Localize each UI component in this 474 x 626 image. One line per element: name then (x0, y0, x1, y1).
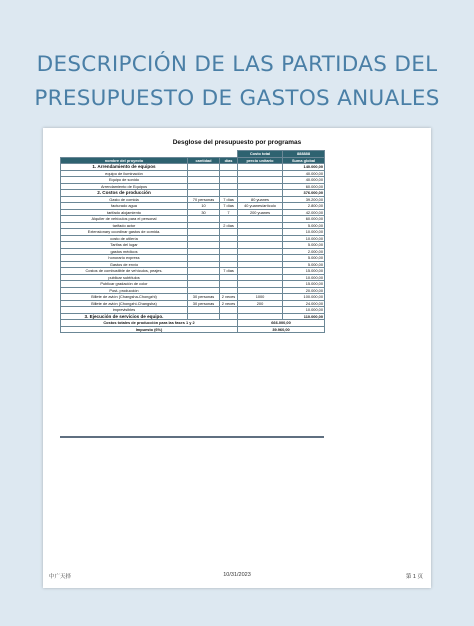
cell-unit-price: 200 yuanes (238, 209, 283, 216)
cell-total: 60.000,00 (283, 183, 325, 190)
cell-unit-price: 200 (238, 300, 283, 307)
divider-line (60, 436, 324, 438)
footer-date: 10/31/2023 (223, 572, 251, 578)
cell-project-name: Billete de avión (Chongzhi-Changsha) (61, 300, 188, 307)
hero-title (0, 48, 474, 116)
cell-total: 100.000,00 (283, 294, 325, 301)
hero-title-line-1: DESCRIPCIÓN DE LAS PARTIDAS DEL (36, 52, 438, 77)
cell-project-name: Gasto de comida (61, 196, 188, 203)
cell-project-name: Extensionary coordinar gastos de comida. (61, 229, 188, 236)
cell-project-name: publicar subtítulos (61, 274, 188, 281)
cell-total: 5.000,00 (283, 261, 325, 268)
column-header-name: nombre del proyecto (61, 157, 188, 164)
cell-total: 40.000,00 (283, 170, 325, 177)
cell-total: 15.000,00 (283, 268, 325, 275)
cell-total: 2.000,00 (283, 248, 325, 255)
cell-total: 24.000,00 (283, 300, 325, 307)
document-sheet (43, 128, 431, 588)
footer-company: 中广天择 (49, 574, 72, 580)
cell-total: 5.000,00 (283, 222, 325, 229)
cell-unit-price: 1000 (238, 294, 283, 301)
column-header-quantity: cantidad (188, 157, 220, 164)
cell-unit-price: 40 yuanes/artículo (238, 203, 283, 210)
header-costo-total: Costo total (238, 151, 283, 158)
totals-value: 39.960,00 (238, 326, 325, 333)
cell-total: 20.000,00 (283, 287, 325, 294)
cell-quantity: 30 (188, 209, 220, 216)
header-costo-total-value: 888888 (283, 151, 325, 158)
cell-days: 2 veces (220, 294, 238, 301)
cell-project-name: Tarifas del lugar (61, 242, 188, 249)
cell-quantity: 70 personas (188, 196, 220, 203)
cell-project-name: facturado agua (61, 203, 188, 210)
column-header-total: Suma global (283, 157, 325, 164)
cell-total: 39.200,00 (283, 196, 325, 203)
cell-total: 5.000,00 (283, 255, 325, 262)
totals-label: Costos totales de producción para las fases 1 y 2 (61, 320, 238, 327)
budget-table (60, 150, 325, 333)
cell-total: 140.000,00 (283, 164, 325, 171)
cell-total: 10.000,00 (283, 307, 325, 314)
cell-project-name: costo de utilería (61, 235, 188, 242)
footer-page-number: 第 1 页 (405, 574, 423, 580)
cell-project-name: Post- producción (61, 287, 188, 294)
column-header-days: días (220, 157, 238, 164)
cell-days: 7 días (220, 203, 238, 210)
cell-days: 7 (220, 209, 238, 216)
totals-value: 666.000,00 (238, 320, 325, 327)
cell-days: 7 días (220, 196, 238, 203)
cell-total: 2.800,00 (283, 203, 325, 210)
cell-total: 60.000,00 (283, 216, 325, 223)
cell-unit-price: 80 yuanes (238, 196, 283, 203)
cell-project-name: imprevisibles (61, 307, 188, 314)
totals-row (61, 326, 325, 333)
cell-total: 15.000,00 (283, 281, 325, 288)
cell-project-name: tarifado alojamiento (61, 209, 188, 216)
cell-total: 110.000,00 (283, 313, 325, 320)
totals-label: Impuesto (6%) (61, 326, 238, 333)
column-header-unit-price: precio unitario (238, 157, 283, 164)
cell-quantity: 30 personas (188, 294, 220, 301)
cell-quantity: 10 (188, 203, 220, 210)
cell-project-name: 2. Costos de producción (61, 190, 188, 197)
cell-total: 40.000,00 (283, 177, 325, 184)
cell-days: 7 días (220, 268, 238, 275)
cell-project-name: Arrendamiento de Equipos (61, 183, 188, 190)
cell-project-name: 1. Arrendamiento de equipos (61, 164, 188, 171)
cell-project-name: Gastos de envío (61, 261, 188, 268)
cell-total: 5.000,00 (283, 242, 325, 249)
cell-total: 42.000,00 (283, 209, 325, 216)
document-title: Desglose del presupuesto por programas (172, 139, 302, 146)
hero-title-line-2: PRESUPUESTO DE GASTOS ANUALES (34, 86, 440, 111)
cell-project-name: Costos de combustible de vehículos, peajes. (61, 268, 188, 275)
cell-days: 2 días (220, 222, 238, 229)
totals-table-body (61, 320, 325, 333)
cell-total: 376.000,00 (283, 190, 325, 197)
cell-project-name: equipo de iluminación (61, 170, 188, 177)
cell-days: 2 veces (220, 300, 238, 307)
cell-project-name: Billete de avión (Changsha-Chongzhi) (61, 294, 188, 301)
cell-total: 10.000,00 (283, 229, 325, 236)
cell-project-name: 3. Ejecución de servicios de equipo. (61, 313, 188, 320)
cell-total: 10.000,00 (283, 235, 325, 242)
cell-project-name: tarifado actor (61, 222, 188, 229)
budget-table-body (61, 164, 325, 320)
cell-quantity: 30 personas (188, 300, 220, 307)
cell-project-name: honorario express (61, 255, 188, 262)
cell-total: 10.000,00 (283, 274, 325, 281)
cell-project-name: Equipo de sonido (61, 177, 188, 184)
cell-project-name: gastos médicos (61, 248, 188, 255)
cell-project-name: Publicar gradación de color (61, 281, 188, 288)
cell-project-name: Alquiler de vehículos para el personal (61, 216, 188, 223)
